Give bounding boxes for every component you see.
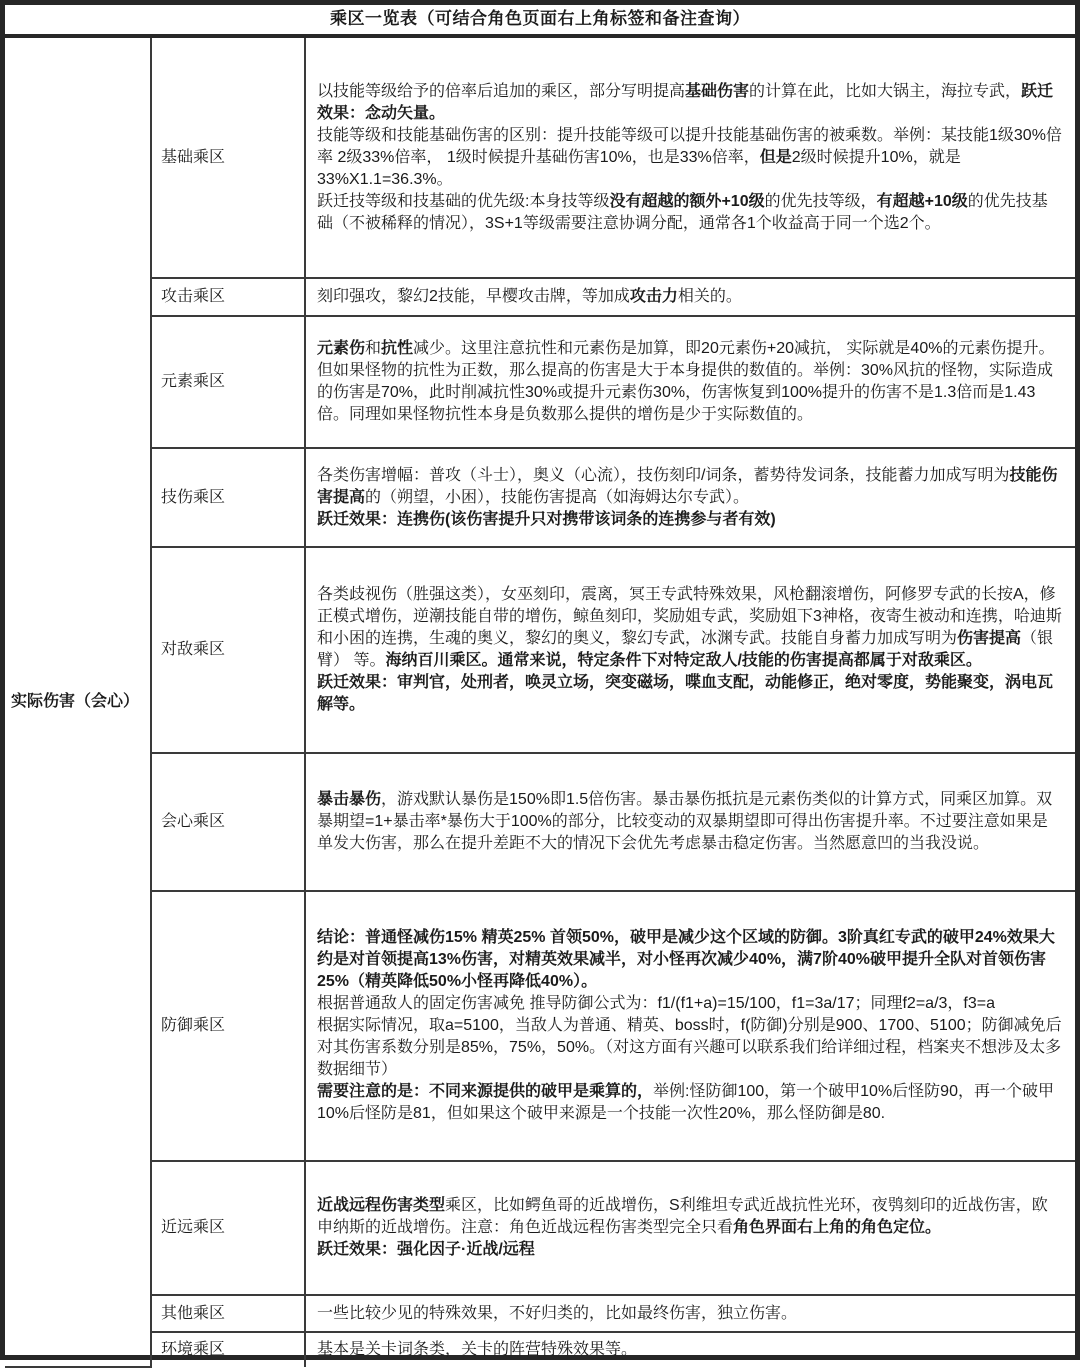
- content-paragraph: [317, 927, 1063, 993]
- body-text: 的计算在此，比如大锅主，海拉专武，: [749, 82, 1022, 100]
- content-paragraph: [317, 1015, 1063, 1081]
- content-paragraph: [317, 584, 1063, 672]
- emphasis-text: 近战远程伤害类型: [317, 1197, 446, 1214]
- table-row: [5, 278, 1075, 316]
- row-content: [305, 448, 1075, 547]
- emphasis-text: 跃迁效果：连携伤(该伤害提升只对携带该词条的连携参与者有效): [317, 510, 776, 528]
- multiplier-table: [5, 38, 1075, 1368]
- row-label: 环境乘区: [151, 1332, 305, 1367]
- page-title: 乘区一览表（可结合角色页面右上角标签和备注查询）: [5, 5, 1075, 38]
- row-content: [305, 753, 1075, 891]
- body-text: 2级时候提升10%，就是33%X1.1=36.3%。: [317, 148, 961, 188]
- content-paragraph: [317, 465, 1063, 509]
- content-paragraph: [317, 338, 1063, 426]
- emphasis-text: 元素伤: [317, 340, 366, 357]
- table-row: [5, 448, 1075, 547]
- emphasis-text: 结论：普通怪减伤15% 精英25% 首领50%，破甲是减少这个区域的防御。3阶真红专武的破甲24%效果大约是对首领提高13%伤害，对精英效果减半，对小怪再次减少40%，满7阶40%破甲提升全队对首领伤害25%（精英降低50%小怪再降低40%）。: [317, 929, 1055, 990]
- table-row: [5, 891, 1075, 1161]
- table-row: [5, 1161, 1075, 1295]
- content-paragraph: [317, 1339, 1063, 1361]
- row-group-label: 实际伤害（会心）: [5, 38, 151, 1367]
- body-text: 相关的。: [677, 288, 742, 305]
- row-label: 技伤乘区: [151, 448, 305, 547]
- body-text: 各类歧视伤（胜强这类），女巫刻印，震离，冥王专武特殊效果，风枪翻滚增伤，阿修罗专武的长按A，修正模式增伤，逆潮技能自带的增伤，鲸鱼刻印，奖励姐专武，奖励姐下3神格，夜寄生被动和连携，哈迪斯和小困的连携，生魂的奥义，黎幻的奥义，黎幻专武，冰渊专武。技能自身蓄力加成写明为: [317, 586, 1062, 647]
- body-text: 刻印强攻，黎幻2技能，早樱攻击牌，等加成: [317, 288, 630, 305]
- content-paragraph: [317, 1081, 1063, 1125]
- emphasis-text: 角色界面右上角的角色定位。: [733, 1219, 942, 1236]
- emphasis-text: 海纳百川乘区。通常来说，特定条件下对特定敌人/技能的伤害提高都属于对敌乘区。: [385, 652, 982, 669]
- emphasis-text: 跃迁效果：强化因子·近战/远程: [317, 1241, 535, 1258]
- row-label: 近远乘区: [151, 1161, 305, 1295]
- emphasis-text: 但是: [759, 148, 792, 166]
- content-paragraph: [317, 1303, 1063, 1325]
- emphasis-text: 技能伤害提高: [317, 466, 1058, 506]
- body-text: 乘区，比如鳄鱼哥的近战增伤，S利维坦专武近战抗性光环，夜鸮刻印的近战伤害，欧申纳斯的近战增伤。注意：角色近战远程伤害类型完全只看: [317, 1197, 1048, 1236]
- body-text: 减少。这里注意抗性和元素伤是加算，即20元素伤+20减抗， 实际就是40%的元素伤提升。但如果怪物的抗性为正数，那么提高的伤害是大于本身提供的数值的。举例：30%风抗的怪物，实际造成的伤害是70%，此时削减抗性30%或提升元素伤30%，伤害恢复到100%提升的伤害不是1.3倍而是1.43倍。同理如果怪物抗性本身是负数那么提供的增伤是少于实际数值的。: [317, 340, 1055, 423]
- content-paragraph: [317, 191, 1063, 235]
- emphasis-text: 抗性: [381, 340, 414, 357]
- multiplier-table-body: [5, 38, 1075, 1367]
- emphasis-text: 有超越+10级: [876, 192, 968, 210]
- emphasis-text: 攻击力: [629, 288, 678, 305]
- row-content: [305, 316, 1075, 448]
- content-paragraph: [317, 125, 1063, 191]
- table-row: [5, 38, 1075, 278]
- content-paragraph: [317, 509, 1063, 531]
- table-row: [5, 547, 1075, 753]
- body-text: 跃迁技等级和技基础的优先级:本身技等级: [317, 192, 610, 210]
- emphasis-text: 需要注意的是：不同来源提供的破甲是乘算的，: [317, 1083, 654, 1100]
- row-label: 元素乘区: [151, 316, 305, 448]
- row-label: 对敌乘区: [151, 547, 305, 753]
- content-paragraph: [317, 672, 1063, 716]
- emphasis-text: 跃迁效果：念动矢量。: [317, 82, 1054, 122]
- emphasis-text: 没有超越的额外+10级: [609, 192, 765, 210]
- row-label: 其他乘区: [151, 1295, 305, 1332]
- table-row: [5, 1332, 1075, 1367]
- row-label: 会心乘区: [151, 753, 305, 891]
- content-paragraph: [317, 81, 1063, 125]
- body-text: ，游戏默认暴伤是150%即1.5倍伤害。暴击暴伤抵抗是元素伤类似的计算方式，同乘区加算。双暴期望=1+暴击率*暴伤大于100%的部分，比较变动的双暴期望即可得出伤害提升率。不过要注意如果是单发大伤害，那么在提升差距不大的情况下会优先考虑暴击稳定伤害。当然愿意凹的当我没说。: [317, 791, 1053, 852]
- emphasis-text: 基础伤害: [685, 82, 750, 100]
- content-paragraph: [317, 1239, 1063, 1261]
- row-content: [305, 1295, 1075, 1332]
- table-row: [5, 316, 1075, 448]
- body-text: 根据实际情况，取a=5100，当敌人为普通、精英、boss时，f(防御)分别是900、1700、5100；防御减免后对其伤害系数分别是85%，75%，50%。（对这方面有兴趣可以联系我们给详细过程，档案夹不想涉及太多数据细节）: [317, 1017, 1062, 1078]
- body-text: 各类伤害增幅：普攻（斗士），奥义（心流），技伤刻印/词条，蓄势待发词条，技能蓄力加成写明为: [317, 466, 1010, 484]
- body-text: 的优先技等级，: [764, 192, 877, 210]
- row-content: [305, 38, 1075, 278]
- body-text: 和: [365, 340, 382, 357]
- row-content: [305, 891, 1075, 1161]
- row-content: [305, 1332, 1075, 1367]
- content-paragraph: [317, 286, 1063, 308]
- row-label: 防御乘区: [151, 891, 305, 1161]
- table-row: [5, 753, 1075, 891]
- body-text: 的优先技基础（不被稀释的情况），3S+1等级需要注意协调分配，通常各1个收益高于同一个选2个。: [317, 192, 1048, 232]
- body-text: 以技能等级给予的倍率后追加的乘区，部分写明提高: [317, 82, 686, 100]
- row-content: [305, 278, 1075, 316]
- body-text: 举例:怪防御100，第一个破甲10%后怪防90，再一个破甲10%后怪防是81，但如果这个破甲来源是一个技能一次性20%，那么怪防御是80.: [317, 1083, 1054, 1122]
- body-text: 的（朔望，小困），技能伤害提高（如海姆达尔专武）。: [365, 488, 750, 506]
- body-text: 根据普通敌人的固定伤害减免 推导防御公式为：f1/(f1+a)=15/100，f1=3a/17；同理f2=a/3，f3=a: [317, 995, 996, 1012]
- body-text: 基本是关卡词条类，关卡的阵营特殊效果等。: [317, 1341, 638, 1358]
- row-label: 攻击乘区: [151, 278, 305, 316]
- body-text: 技能等级和技能基础伤害的区别：提升技能等级可以提升技能基础伤害的被乘数。举例：某技能1级30%倍率 2级33%倍率， 1级时候提升基础伤害10%，也是33%倍率，: [317, 126, 1062, 166]
- content-paragraph: [317, 789, 1063, 855]
- row-content: [305, 547, 1075, 753]
- row-content: [305, 1161, 1075, 1295]
- emphasis-text: 暴击暴伤: [317, 791, 382, 808]
- emphasis-text: 跃迁效果：审判官，处刑者，唤灵立场，突变磁场，喋血支配，动能修正，绝对零度，势能聚变，涡电瓦解等。: [317, 674, 1054, 713]
- content-paragraph: [317, 993, 1063, 1015]
- body-text: （银臂） 等。: [317, 630, 1054, 669]
- row-label: 基础乘区: [151, 38, 305, 278]
- table-row: [5, 1295, 1075, 1332]
- emphasis-text: 伤害提高: [957, 630, 1022, 647]
- content-paragraph: [317, 1195, 1063, 1239]
- body-text: 一些比较少见的特殊效果，不好归类的，比如最终伤害，独立伤害。: [317, 1304, 798, 1322]
